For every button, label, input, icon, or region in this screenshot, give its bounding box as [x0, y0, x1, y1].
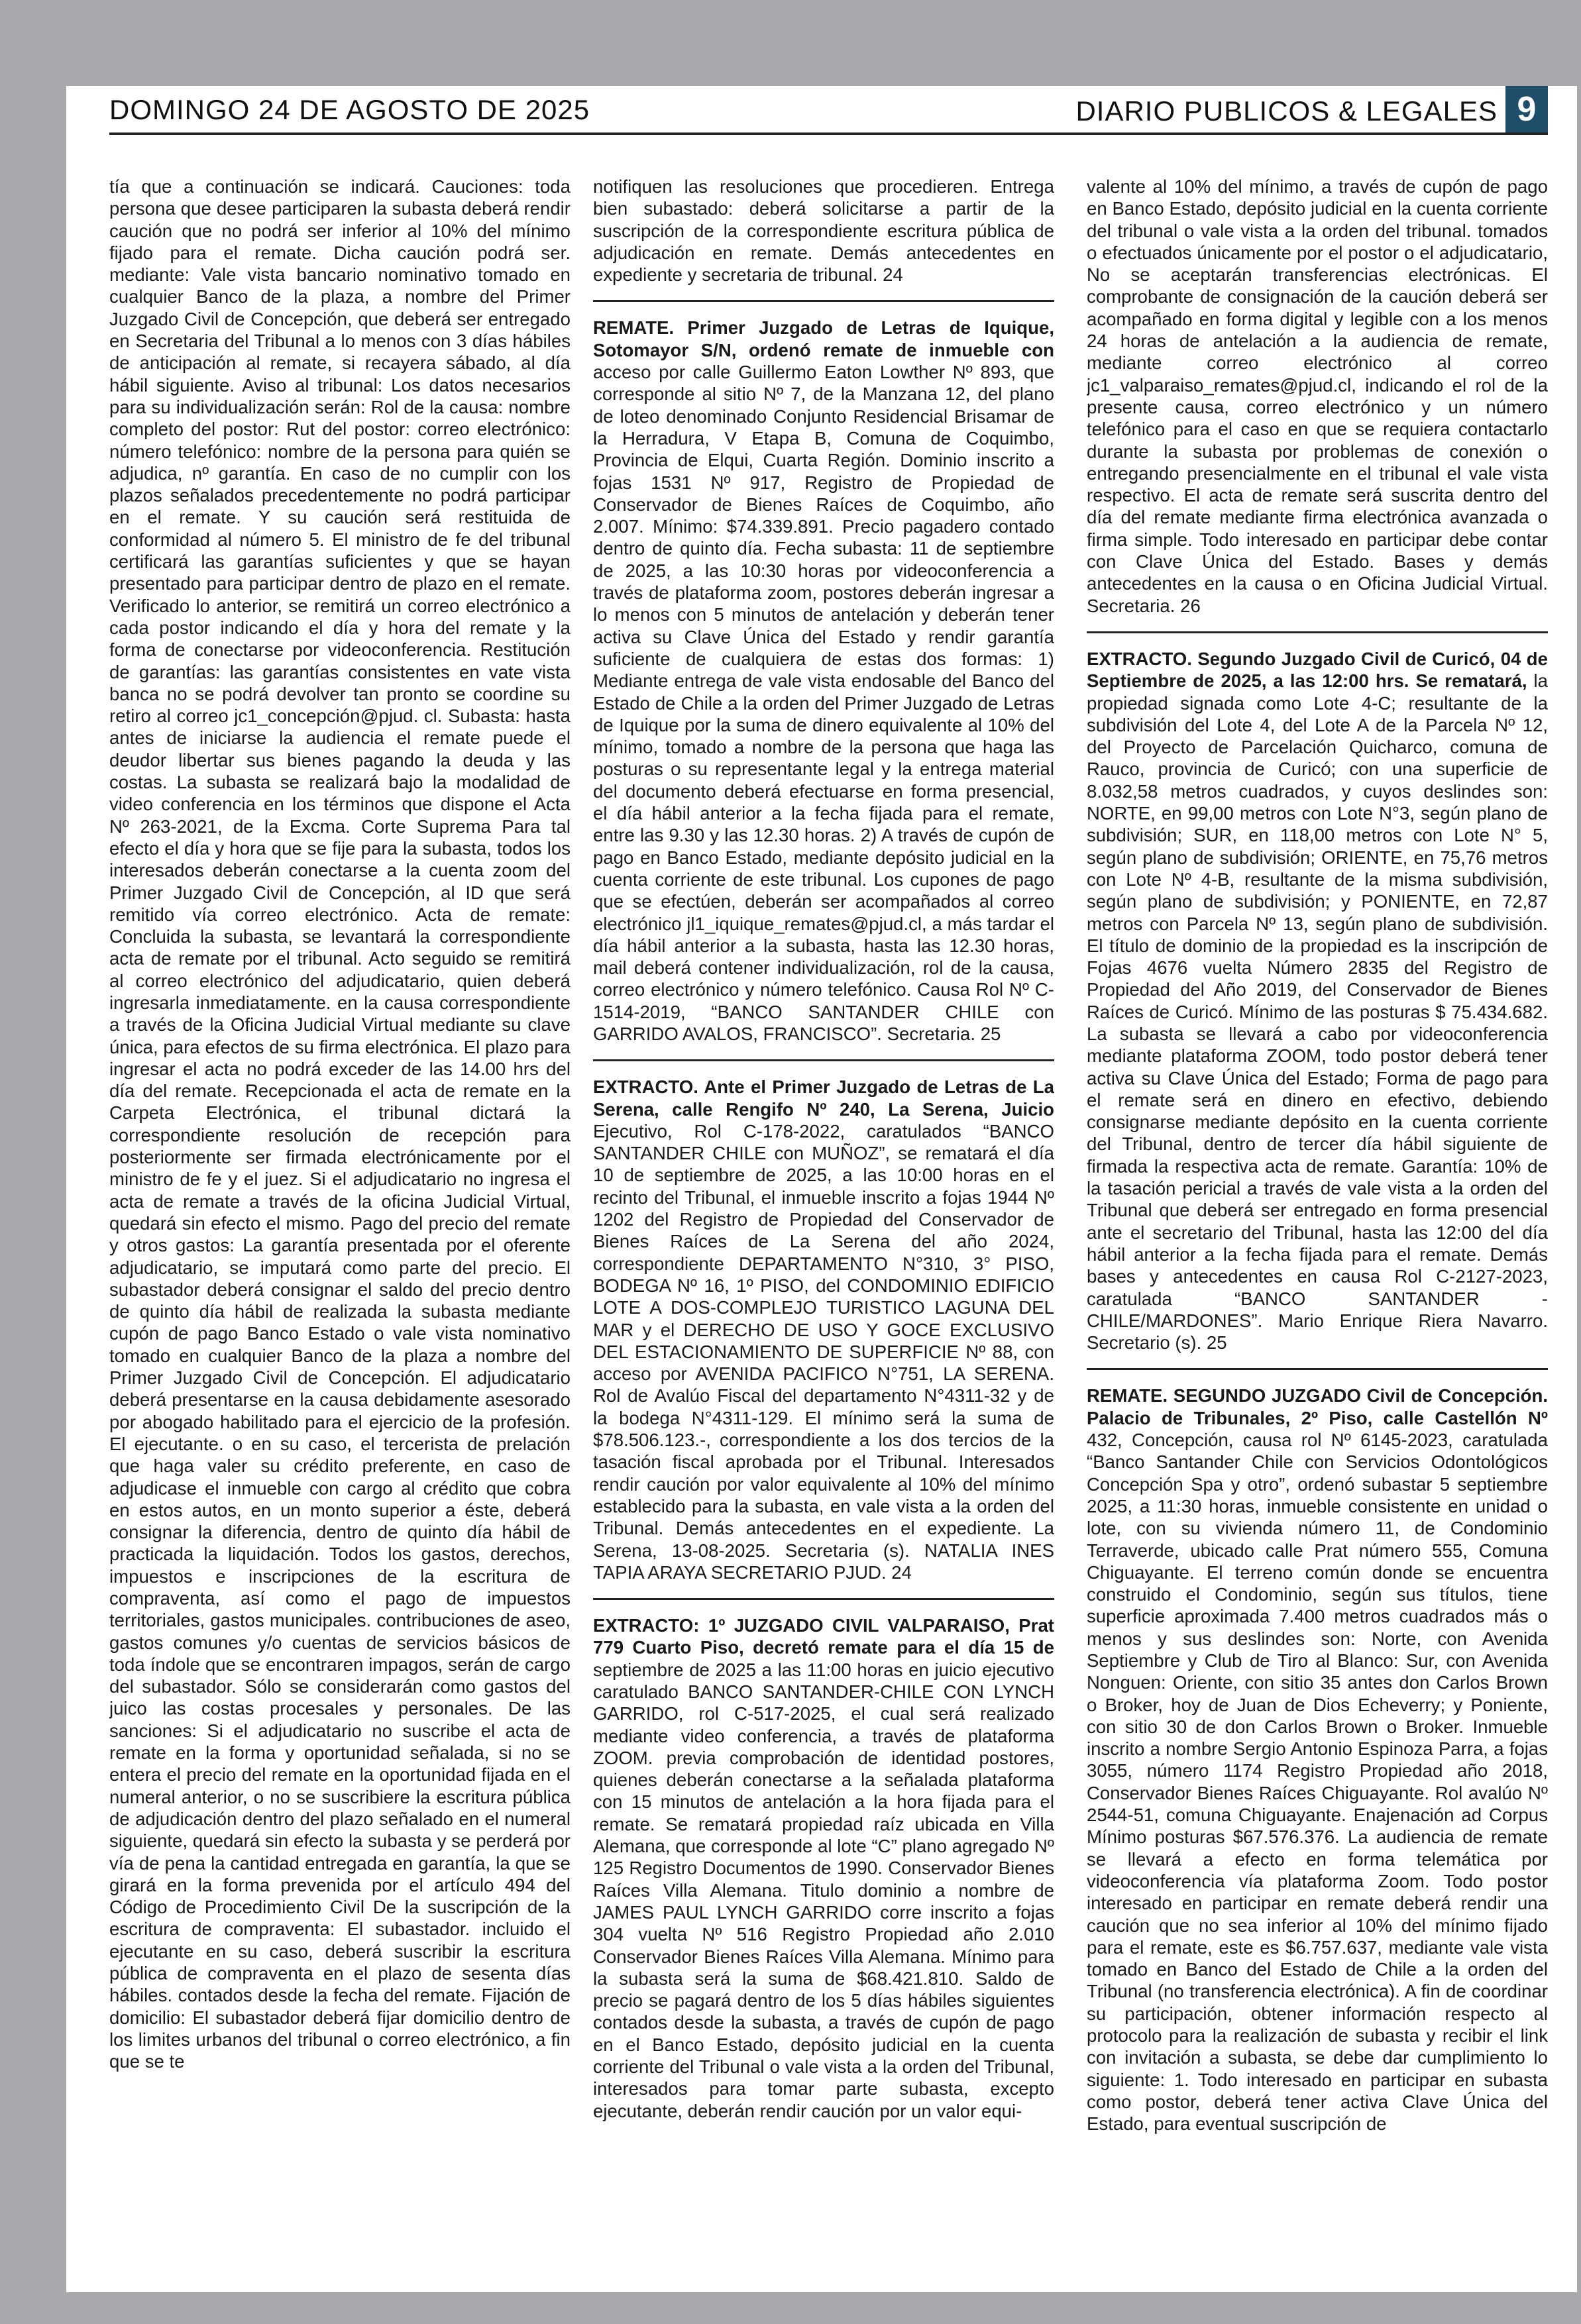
notice-continuation-valparaiso: valente al 10% del mínimo, a través de cupón de pago en Banco Estado, depósito judicial en la cuenta corriente del tribunal o vale vista a la orden del tribunal. tomados o efectuados únicamente por el postor o el adjudicatario, No se aceptarán transferencias electrónicas. El comprobante de consignación de la caución deberá ser acompañado en forma digital y legible con a los menos 24 horas de antelación a la audiencia de remate, mediante correo electrónico al correo jc1_valparaiso_remates@pjud.cl, indicando el rol de la presente causa, correo electrónico y un número telefónico para el caso en que se requiera contactarlo durante la subasta por problemas de conexión o entregando presencialmente en el tribunal el vale vista respectivo. El acta de remate será suscrita dentro del día del remate mediante firma electrónica avanzada o firma simple. Todo interesado en participar debe contar con Clave Única del Estado. Bases y demás antecedentes en la causa o en Oficina Judicial Virtual. Secretaria. 26	[1087, 176, 1548, 616]
notice-remate-concepcion	[1087, 1385, 1548, 2135]
notice-heading: EXTRACTO. Ante el Primer Juzgado de Letras de La Serena, calle Rengifo Nº 240, La Serena, Juicio	[593, 1077, 1054, 1120]
column-3	[1087, 176, 1548, 2276]
notice-heading: REMATE. SEGUNDO JUZGADO Civil de Concepción. Palacio de Tribunales, 2º Piso, calle Castellón Nº	[1087, 1385, 1548, 1428]
page-number-badge: 9	[1505, 86, 1548, 132]
notice-divider	[593, 1059, 1054, 1061]
newspaper-page	[66, 86, 1577, 2292]
notice-body: septiembre de 2025 a las 11:00 horas en juicio ejecutivo caratulado BANCO SANTANDER-CHILE CON LYNCH GARRIDO, rol C-517-2025, el cual será realizado mediante video conferencia, a través de plataforma ZOOM. previa comprobación de identidad postores, quienes deberán conectarse a la señalada plataforma con 15 minutos de antelación a la hora fijada para el remate. Se rematará propiedad raíz ubicada en Villa Alemana, que corresponde al lote “C” plano agregado Nº 125 Registro Documentos de 1990. Conservador Bienes Raíces Villa Alemana. Titulo dominio a nombre de JAMES PAUL LYNCH GARRIDO corre inscrito a fojas 304 vuelta Nº 516 Registro Propiedad año 2.010 Conservador Bienes Raíces Villa Alemana. Mínimo para la subasta será la suma de $68.421.810. Saldo de precio se pagará dentro de los 5 días hábiles siguientes contados desde la subasta, a través de cupón de pago en el Banco Estado, depósito judicial en la cuenta corriente del Tribunal o vale vista a la orden del Tribunal, interesados para tomar parte subasta, excepto ejecutante, deberán rendir caución por un valor equi-	[593, 1659, 1054, 2121]
notice-body: Ejecutivo, Rol C-178-2022, caratulados “BANCO SANTANDER CHILE con MUÑOZ”, se rematará el día 10 de septiembre de 2025, a las 10:00 horas en el recinto del Tribunal, el inmueble inscrito a fojas 1944 Nº 1202 del Registro de Propiedad del Conservador de Bienes Raíces de La Serena del año 2024, correspondiente DEPARTAMENTO N°310, 3° PISO, BODEGA Nº 16, 1º PISO, del CONDOMINIO EDIFICIO LOTE A DOS-COMPLEJO TURISTICO LAGUNA DEL MAR y el DERECHO DE USO Y GOCE EXCLUSIVO DEL ESTACIONAMIENTO DE SUPERFICIE Nº 88, con acceso por AVENIDA PACIFICO N°751, LA SERENA. Rol de Avalúo Fiscal del departamento N°4311-32 y de la bodega N°4311-129. El mínimo será la suma de $78.506.123.-, correspondiente a los dos tercios de la tasación fiscal aprobada por el Tribunal. Interesados rendir caución por valor equivalente al 10% del mínimo establecido para la subasta, en vale vista a la orden del Tribunal. Demás antecedentes en el expediente. La Serena, 13-08-2025. Secretaria (s). NATALIA INES TAPIA ARAYA SECRETARIO PJUD. 24	[593, 1120, 1054, 1583]
notice-divider	[1087, 1368, 1548, 1370]
notice-divider	[593, 300, 1054, 302]
notice-extracto-la-serena	[593, 1076, 1054, 1583]
notice-remate-iquique	[593, 317, 1054, 1045]
column-2	[593, 176, 1054, 2276]
notice-continuation-concepcion: tía que a continuación se indicará. Cauciones: toda persona que desee participaren la subasta deberá rendir caución que no podrá ser inferior al 10% del mínimo fijado para el remate. Dicha caución podrá ser. mediante: Vale vista bancario nominativo tomado en cualquier Banco de la plaza, a nombre del Primer Juzgado Civil de Concepción, que deberá ser entregado en Secretaria del Tribunal a lo menos con 3 días hábiles de anticipación al remate, si recayera sábado, al día hábil siguiente. Aviso al tribunal: Los datos necesarios para su individualización serán: Rol de la causa: nombre completo del postor: Rut del postor: correo electrónico: número telefónico: nombre de la persona para quién se adjudica, nº garantía. En caso de no cumplir con los plazos señalados precedentemente no podrá participar en el remate. Y su caución será restituida de conformidad al número 5. El ministro de fe del tribunal certificará las garantías suficientes y que se hayan presentado para participar dentro de plazo en el remate. Verificado lo anterior, se remitirá un correo electrónico a cada postor indicando el día y hora del remate y la forma de conectarse por videoconferencia. Restitución de garantías: las garantías consistentes en vate vista banca no se podrá devolver tan pronto se coordine su retiro al correo jc1_concepción@pjud. cl. Subasta: hasta antes de iniciarse la audiencia el remate puede el deudor libertar sus bienes pagando la deuda y las costas. La subasta se realizará bajo la modalidad de video conferencia en los términos que dispone el Acta Nº 263-2021, de la Excma. Corte Suprema Para tal efecto el día y hora que se fije para la subasta, todos los interesados deberán conectarse a la cuenta zoom del Primer Juzgado Civil de Concepción, al ID que será remitido vía correo electrónico. Acta de remate: Concluida la subasta, se levantará la correspondiente acta de remate por el tribunal. Acto seguido se remitirá al correo electrónico del adjudicatario, quien deberá ingresarla inmediatamente. en la causa correspondiente a través de la Oficina Judicial Virtual mediante su clave única, para efectos de su firma electrónica. El plazo para ingresar el acta no podrá exceder de las 14.00 hrs del día del remate. Recepcionada el acta de remate en la Carpeta Electrónica, el tribunal dictará la correspondiente resolución de recepción para posteriormente ser firmada electrónicamente por el ministro de fe y el juez. Si el adjudicatario no ingresa el acta de remate a través de la oficina Judicial Virtual, quedará sin efecto el mismo. Pago del precio del remate y otros gastos: La garantía presentada por el oferente adjudicatario, se imputará como parte del precio. El subastador deberá consignar el saldo del precio dentro de quinto día hábil de realizada la subasta mediante cupón de pago Banco Estado o vale vista nominativo tomado en cualquier Banco de la plaza a nombre del Primer Juzgado Civil de Concepción. El adjudicatario deberá presentarse en la causa debidamente asesorado por abogado habilitado para el ejercicio de la profesión. El ejecutante. o en su caso, el tercerista de prelación que haga valer su crédito preferente, en caso de adjudicase el inmueble con cargo al crédito que cobra en estos autos, en un monto superior a éste, deberá consignar la diferencia, dentro de quinto día hábil de practicada la liquidación. Todos los gastos, derechos, impuestos e inscripciones de la escritura de compraventa, así como el pago de impuestos territoriales, gastos municipales. contribuciones de aseo, gastos comunes y/o cuentas de servicios básicos de toda índole que se encontraren impagos, serán de cargo del subastador. Sólo se considerarán como gastos del juico las costas procesales y personales. De las sanciones: Si el adjudicatario no suscribe el acta de remate en la forma y oportunidad señalada, si no se entera el precio del remate en la oportunidad fijada en el numeral anterior, o no se suscribiere la escritura pública de adjudicación dentro del plazo señalado en el numeral siguiente, quedará sin efecto la subasta y se perderá por vía de pena la cantidad entregada en garantía, la que se girará en la forma prevenida por el artículo 494 del Código de Procedimiento Civil De la suscripción de la escritura de compraventa: El subastador. incluido el ejecutante en su caso, deberá suscribir la escritura pública de compraventa en el plazo de sesenta días hábiles. contados desde la fecha del remate. Fijación de domicilio: El subastador deberá fijar domicilio dentro de los limites urbanos del tribunal o correo electrónico, a fin que se te	[109, 176, 571, 2072]
notice-body: la propiedad signada como Lote 4-C; resultante de la subdivisión del Lote 4, del Lote A de la Parcela Nº 12, del Proyecto de Parcelación Quicharco, comuna de Rauco, provincia de Curicó; con una superficie de 8.032,58 metros cuadrados, y cuyos deslindes son: NORTE, en 99,00 metros con Lote N°3, según plano de subdivisión; SUR, en 118,00 metros con Lote N° 5, según plano de subdivisión; ORIENTE, en 75,76 metros con Lote Nº 4-B, resultante de la misma subdivisión, según plano de subdivisión; y PONIENTE, en 72,87 metros con Parcela Nº 13, según plano de subdivisión. El título de dominio de la propiedad es la inscripción de Fojas 4676 vuelta Número 2835 del Registro de Propiedad del Año 2019, del Conservador de Bienes Raíces de Curicó. Mínimo de las posturas $ 75.434.682. La subasta se llevará a cabo por videoconferencia mediante plataforma ZOOM, todo postor deberá tener activa su Clave Única del Estado; Forma de pago para el remate será en dinero en efectivo, debiendo consignarse mediante depósito en la cuenta corriente del Tribunal, dentro de tercer día hábil siguiente de firmada la respectiva acta de remate. Garantía: 10% de la tasación pericial a través de vale vista a la orden del Tribunal que deberá ser entregado en forma presencial ante el secretario del Tribunal, hasta las 12:00 del día hábil anterior a la fecha fijada para el remate. Demás bases y antecedentes en causa Rol C-2127-2023, caratulada “BANCO SANTANDER -CHILE/MARDONES”. Mario Enrique Riera Navarro. Secretario (s). 25	[1087, 670, 1548, 1353]
notice-heading: REMATE. Primer Juzgado de Letras de Iquique, Sotomayor S/N, ordenó remate de inmueble con	[593, 317, 1054, 360]
notice-divider	[593, 1598, 1054, 1600]
notice-extracto-curico	[1087, 648, 1548, 1354]
notice-heading: EXTRACTO. Segundo Juzgado Civil de Curicó, 04 de Septiembre de 2025, a las 12:00 hrs. Se rematará,	[1087, 648, 1548, 692]
notice-body: 432, Concepción, causa rol Nº 6145-2023, caratulada “Banco Santander Chile con Servicios Odontológicos Concepción Spa y otro”, ordenó subastar 5 septiembre 2025, a 11:30 horas, inmueble consistente en unidad o lote, con su vivienda número 11, de Condominio Terraverde, ubicado calle Prat número 555, Comuna Chiguayante. El terreno común donde se encuentra construido el Condominio, según sus títulos, tiene superficie aproximada 7.400 metros cuadrados más o menos y sus deslindes son: Norte, con Avenida Septiembre y Club de Tiro al Blanco: Sur, con Avenida Nonguen: Oriente, con sitio 35 antes don Carlos Brown o Broker, hoy de Juan de Dios Echeverry; y Poniente, con sitio 30 de don Carlos Brown o Broker. Inmueble inscrito a nombre Sergio Antonio Espinoza Parra, a fojas 3055, número 1174 Registro Propiedad año 2018, Conservador Bienes Raíces Chiguayante. Rol avalúo Nº 2544-51, comuna Chiguayante. Enajenación ad Corpus Mínimo posturas $67.576.376. La audiencia de remate se llevará a efecto en forma telemática por videoconferencia vía plataforma Zoom. Todo postor interesado en participar en remate deberá rendir una caución que no sea inferior al 10% del mínimo fijado para el remate, este es $6.757.637, mediante vale vista tomado en Banco del Estado de Chile a la orden del Tribunal (no transferencia electrónica). A fin de coordinar su participación, obtener información respecto al protocolo para la realización de subasta y recibir el link con invitación a subasta, se debe dar cumplimiento lo siguiente: 1. Todo interesado en participar en subasta como postor, deberá tener activa Clave Única del Estado, para eventual suscripción de	[1087, 1430, 1548, 2135]
page-header	[109, 86, 1548, 135]
column-1	[109, 176, 571, 2276]
notice-end-concepcion: notifiquen las resoluciones que procedieren. Entrega bien subastado: deberá solicitarse a partir de la suscripción de la correspondiente escritura pública de adjudicación en remate. Demás antecedentes en expediente y secretaria de tribunal. 24	[593, 176, 1054, 286]
notice-heading: EXTRACTO: 1º JUZGADO CIVIL VALPARAISO, Prat 779 Cuarto Piso, decretó remate para el día 15 de	[593, 1615, 1054, 1658]
publication-title: DIARIO PUBLICOS & LEGALES	[1075, 95, 1498, 127]
header-date: DOMINGO 24 DE AGOSTO DE 2025	[109, 94, 590, 125]
notice-divider	[1087, 631, 1548, 633]
notice-body: acceso por calle Guillermo Eaton Lowther Nº 893, que corresponde al sitio Nº 7, de la Manzana 12, del plano de loteo denominado Conjunto Residencial Brisamar de la Herradura, V Etapa B, Comuna de Coquimbo, Provincia de Elqui, Cuarta Región. Dominio inscrito a fojas 1531 Nº 917, Registro de Propiedad de Conservador de Bienes Raíces de Coquimbo, año 2.007. Mínimo: $74.339.891. Precio pagadero contado dentro de quinto día. Fecha subasta: 11 de septiembre de 2025, a las 10:30 horas por videoconferencia a través de plataforma zoom, postores deberán ingresar a lo menos con 5 minutos de antelación y deberán tener activa su Clave Única del Estado y rendir garantía suficiente de cualquiera de estas dos formas: 1) Mediante entrega de vale vista endosable del Banco del Estado de Chile a la orden del Primer Juzgado de Letras de Iquique por la suma de dinero equivalente al 10% del mínimo, tomado a nombre de la persona que haga las posturas o su representante legal y la entrega material del documento deberá efectuarse en forma presencial, el día hábil anterior a la fecha fijada para el remate, entre las 9.30 y las 12.30 horas. 2) A través de cupón de pago en Banco Estado, mediante depósito judicial en la cuenta corriente de este tribunal. Los cupones de pago que se efectúen, deberán ser acompañados al correo electrónico jl1_iquique_remates@pjud.cl, a más tardar el día hábil anterior a la subasta, hasta las 12.30 horas, mail deberá contener individualización, rol de la causa, correo electrónico y número telefónico. Causa Rol Nº C-1514-2019, “BANCO SANTANDER CHILE con GARRIDO AVALOS, FRANCISCO”. Secretaria. 25	[593, 362, 1054, 1044]
notice-extracto-valparaiso	[593, 1614, 1054, 2122]
